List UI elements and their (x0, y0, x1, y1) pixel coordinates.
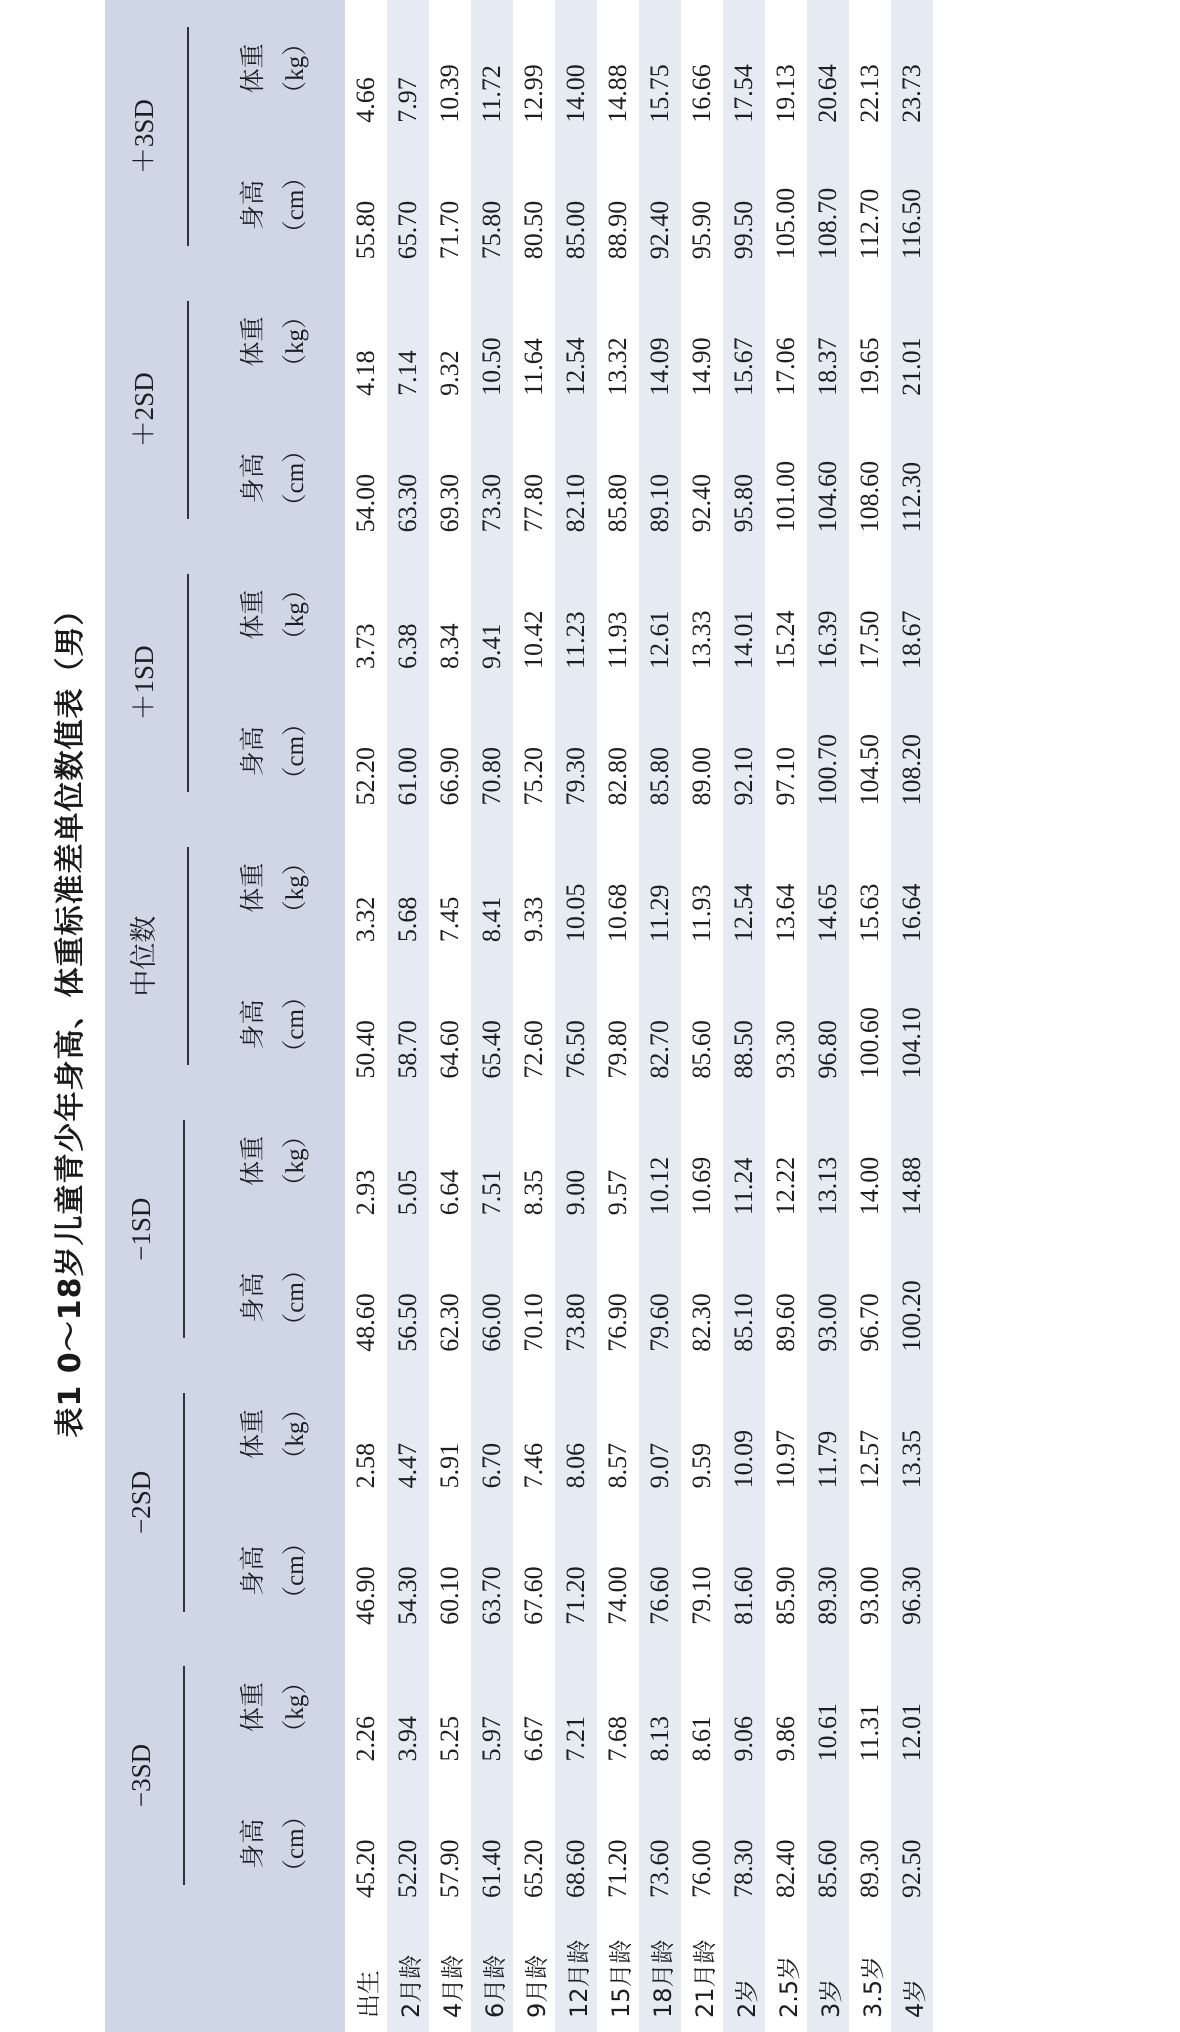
weight-value-cell: 7.14 (387, 273, 429, 410)
weight-value-cell: 14.00 (849, 1093, 891, 1230)
height-value-cell: 54.00 (345, 410, 387, 547)
height-value-cell: 82.40 (765, 1775, 807, 1912)
header-sub-weight-label: 体重 (240, 1409, 267, 1460)
table-row (681, 0, 723, 2032)
header-sub-height (205, 410, 345, 547)
weight-value-cell: 12.61 (639, 546, 681, 683)
weight-value-cell: 10.69 (681, 1093, 723, 1230)
weight-value-cell: 7.21 (555, 1639, 597, 1776)
height-value-cell: 116.50 (891, 137, 933, 274)
weight-value-cell: 3.32 (345, 820, 387, 957)
age-cell: 4岁 (891, 1912, 933, 2032)
weight-value-cell: 16.39 (807, 546, 849, 683)
weight-value-cell: 7.51 (471, 1093, 513, 1230)
height-value-cell: 85.60 (681, 956, 723, 1093)
header-sub-height-unit: （cm） (282, 1257, 309, 1338)
header-sub-height (205, 137, 345, 274)
weight-value-cell: 14.88 (891, 1093, 933, 1230)
height-value-cell: 85.00 (555, 137, 597, 274)
table-row (723, 0, 765, 2032)
weight-value-cell: 11.79 (807, 1366, 849, 1503)
weight-value-cell: 9.86 (765, 1639, 807, 1776)
header-sub-weight-label: 体重 (240, 862, 267, 913)
weight-value-cell: 8.57 (597, 1366, 639, 1503)
height-value-cell: 70.80 (471, 683, 513, 820)
age-cell: 3.5岁 (849, 1912, 891, 2032)
weight-value-cell: 7.97 (387, 0, 429, 137)
header-group-minus3sd: −3SD (105, 1639, 205, 1912)
age-cell: 2岁 (723, 1912, 765, 2032)
height-value-cell: 65.70 (387, 137, 429, 274)
height-value-cell: 95.80 (723, 410, 765, 547)
weight-value-cell: 8.06 (555, 1366, 597, 1503)
header-sub-height-unit: （cm） (282, 1803, 309, 1884)
height-value-cell: 61.00 (387, 683, 429, 820)
height-value-cell: 89.60 (765, 1229, 807, 1366)
weight-value-cell: 11.93 (681, 820, 723, 957)
height-value-cell: 78.30 (723, 1775, 765, 1912)
weight-value-cell: 12.01 (891, 1639, 933, 1776)
header-sub-height (205, 1229, 345, 1366)
weight-value-cell: 19.65 (849, 273, 891, 410)
table-row (345, 0, 387, 2032)
header-sub-weight-unit: （kg） (282, 577, 309, 653)
weight-value-cell: 13.64 (765, 820, 807, 957)
header-sub-weight (205, 546, 345, 683)
weight-value-cell: 11.64 (513, 273, 555, 410)
height-value-cell: 104.60 (807, 410, 849, 547)
age-cell: 2.5岁 (765, 1912, 807, 2032)
height-value-cell: 75.20 (513, 683, 555, 820)
weight-value-cell: 4.18 (345, 273, 387, 410)
height-value-cell: 57.90 (429, 1775, 471, 1912)
height-value-cell: 79.30 (555, 683, 597, 820)
height-value-cell: 71.20 (555, 1502, 597, 1639)
height-value-cell: 93.00 (849, 1502, 891, 1639)
weight-value-cell: 5.05 (387, 1093, 429, 1230)
height-value-cell: 67.60 (513, 1502, 555, 1639)
height-value-cell: 54.30 (387, 1502, 429, 1639)
header-sub-height (205, 683, 345, 820)
header-group-minus1sd: −1SD (105, 1093, 205, 1366)
table-row (429, 0, 471, 2032)
height-value-cell: 112.70 (849, 137, 891, 274)
weight-value-cell: 13.35 (891, 1366, 933, 1503)
table-row (387, 0, 429, 2032)
height-value-cell: 89.30 (849, 1775, 891, 1912)
height-value-cell: 100.70 (807, 683, 849, 820)
header-sub-weight-label: 体重 (240, 1135, 267, 1186)
height-value-cell: 73.80 (555, 1229, 597, 1366)
header-sub-height-label: 身高 (240, 453, 267, 504)
table-row (513, 0, 555, 2032)
height-value-cell: 92.40 (681, 410, 723, 547)
weight-value-cell: 12.54 (723, 820, 765, 957)
height-value-cell: 105.00 (765, 137, 807, 274)
weight-value-cell: 12.54 (555, 273, 597, 410)
weight-value-cell: 17.06 (765, 273, 807, 410)
height-value-cell: 73.30 (471, 410, 513, 547)
weight-value-cell: 5.68 (387, 820, 429, 957)
weight-value-cell: 15.24 (765, 546, 807, 683)
weight-value-cell: 11.23 (555, 546, 597, 683)
weight-value-cell: 22.13 (849, 0, 891, 137)
weight-value-cell: 20.64 (807, 0, 849, 137)
height-value-cell: 108.70 (807, 137, 849, 274)
height-value-cell: 74.00 (597, 1502, 639, 1639)
header-sub-height (205, 1502, 345, 1639)
height-value-cell: 92.40 (639, 137, 681, 274)
weight-value-cell: 6.38 (387, 546, 429, 683)
table-header (105, 0, 345, 2032)
weight-value-cell: 2.93 (345, 1093, 387, 1230)
weight-value-cell: 14.00 (555, 0, 597, 137)
header-sub-height-label: 身高 (240, 1545, 267, 1596)
header-sub-height-label: 身高 (240, 1818, 267, 1869)
header-group-plus3sd: ＋3SD (105, 0, 205, 273)
weight-value-cell: 10.12 (639, 1093, 681, 1230)
height-value-cell: 104.10 (891, 956, 933, 1093)
weight-value-cell: 12.22 (765, 1093, 807, 1230)
age-cell: 15月龄 (597, 1912, 639, 2032)
header-sub-height-label: 身高 (240, 1272, 267, 1323)
header-sub-height-label: 身高 (240, 999, 267, 1050)
header-sub-weight (205, 820, 345, 957)
height-value-cell: 66.90 (429, 683, 471, 820)
height-value-cell: 73.60 (639, 1775, 681, 1912)
weight-value-cell: 9.00 (555, 1093, 597, 1230)
height-value-cell: 79.10 (681, 1502, 723, 1639)
table-row (891, 0, 933, 2032)
height-value-cell: 52.20 (345, 683, 387, 820)
height-value-cell: 79.80 (597, 956, 639, 1093)
height-value-cell: 58.70 (387, 956, 429, 1093)
weight-value-cell: 14.09 (639, 273, 681, 410)
weight-value-cell: 5.97 (471, 1639, 513, 1776)
height-value-cell: 108.20 (891, 683, 933, 820)
weight-value-cell: 11.93 (597, 546, 639, 683)
weight-value-cell: 14.90 (681, 273, 723, 410)
weight-value-cell: 9.06 (723, 1639, 765, 1776)
weight-value-cell: 12.57 (849, 1366, 891, 1503)
weight-value-cell: 10.39 (429, 0, 471, 137)
height-value-cell: 71.20 (597, 1775, 639, 1912)
header-sub-weight (205, 0, 345, 137)
growth-standard-table (105, 0, 933, 2032)
weight-value-cell: 18.37 (807, 273, 849, 410)
weight-value-cell: 9.59 (681, 1366, 723, 1503)
header-corner-cell (105, 1912, 345, 2032)
height-value-cell: 68.60 (555, 1775, 597, 1912)
weight-value-cell: 9.41 (471, 546, 513, 683)
weight-value-cell: 17.50 (849, 546, 891, 683)
height-value-cell: 55.80 (345, 137, 387, 274)
weight-value-cell: 16.66 (681, 0, 723, 137)
height-value-cell: 85.80 (639, 683, 681, 820)
height-value-cell: 92.10 (723, 683, 765, 820)
height-value-cell: 96.30 (891, 1502, 933, 1639)
height-value-cell: 64.60 (429, 956, 471, 1093)
weight-value-cell: 13.13 (807, 1093, 849, 1230)
weight-value-cell: 19.13 (765, 0, 807, 137)
header-sub-weight (205, 1366, 345, 1503)
height-value-cell: 89.30 (807, 1502, 849, 1639)
header-sub-height-unit: （cm） (282, 984, 309, 1065)
table-row (807, 0, 849, 2032)
header-sub-weight-unit: （kg） (282, 30, 309, 106)
height-value-cell: 93.00 (807, 1229, 849, 1366)
weight-value-cell: 10.09 (723, 1366, 765, 1503)
height-value-cell: 104.50 (849, 683, 891, 820)
weight-value-cell: 8.61 (681, 1639, 723, 1776)
height-value-cell: 62.30 (429, 1229, 471, 1366)
height-value-cell: 48.60 (345, 1229, 387, 1366)
height-value-cell: 93.30 (765, 956, 807, 1093)
weight-value-cell: 15.63 (849, 820, 891, 957)
weight-value-cell: 13.33 (681, 546, 723, 683)
weight-value-cell: 9.57 (597, 1093, 639, 1230)
height-value-cell: 61.40 (471, 1775, 513, 1912)
age-cell: 12月龄 (555, 1912, 597, 2032)
weight-value-cell: 5.25 (429, 1639, 471, 1776)
table-title: 表1 0～18岁儿童青少年身高、体重标准差单位数值表（男） (53, 594, 88, 1438)
weight-value-cell: 10.68 (597, 820, 639, 957)
weight-value-cell: 13.32 (597, 273, 639, 410)
weight-value-cell: 8.13 (639, 1639, 681, 1776)
height-value-cell: 56.50 (387, 1229, 429, 1366)
height-value-cell: 60.10 (429, 1502, 471, 1639)
height-value-cell: 99.50 (723, 137, 765, 274)
height-value-cell: 45.20 (345, 1775, 387, 1912)
header-sub-height-unit: （cm） (282, 437, 309, 519)
table-row (555, 0, 597, 2032)
height-value-cell: 70.10 (513, 1229, 555, 1366)
weight-value-cell: 11.72 (471, 0, 513, 137)
height-value-cell: 82.70 (639, 956, 681, 1093)
weight-value-cell: 6.67 (513, 1639, 555, 1776)
header-sub-height-label: 身高 (240, 726, 267, 777)
height-value-cell: 100.60 (849, 956, 891, 1093)
age-cell: 4月龄 (429, 1912, 471, 2032)
height-value-cell: 89.10 (639, 410, 681, 547)
header-sub-weight-unit: （kg） (282, 304, 309, 380)
header-sub-weight (205, 273, 345, 410)
weight-value-cell: 17.54 (723, 0, 765, 137)
height-value-cell: 88.50 (723, 956, 765, 1093)
header-sub-weight-label: 体重 (240, 1682, 267, 1733)
header-sub-weight-label: 体重 (240, 589, 267, 640)
header-sub-height-label: 身高 (240, 179, 267, 230)
header-sub-height-unit: （cm） (282, 1530, 309, 1611)
weight-value-cell: 11.29 (639, 820, 681, 957)
weight-value-cell: 8.41 (471, 820, 513, 957)
age-cell: 3岁 (807, 1912, 849, 2032)
header-sub-weight-unit: （kg） (282, 1123, 309, 1199)
weight-value-cell: 18.67 (891, 546, 933, 683)
height-value-cell: 85.80 (597, 410, 639, 547)
table-row (471, 0, 513, 2032)
age-cell: 18月龄 (639, 1912, 681, 2032)
age-cell: 6月龄 (471, 1912, 513, 2032)
header-sub-weight-unit: （kg） (282, 1669, 309, 1745)
weight-value-cell: 15.75 (639, 0, 681, 137)
height-value-cell: 97.10 (765, 683, 807, 820)
weight-value-cell: 10.97 (765, 1366, 807, 1503)
header-sub-weight-unit: （kg） (282, 1396, 309, 1472)
height-value-cell: 46.90 (345, 1502, 387, 1639)
weight-value-cell: 4.66 (345, 0, 387, 137)
header-group-plus2sd: ＋2SD (105, 273, 205, 546)
height-value-cell: 112.30 (891, 410, 933, 547)
header-group-row (105, 0, 205, 2032)
weight-value-cell: 11.31 (849, 1639, 891, 1776)
height-value-cell: 81.60 (723, 1502, 765, 1639)
weight-value-cell: 6.64 (429, 1093, 471, 1230)
height-value-cell: 63.30 (387, 410, 429, 547)
table-row (849, 0, 891, 2032)
height-value-cell: 82.30 (681, 1229, 723, 1366)
height-value-cell: 65.20 (513, 1775, 555, 1912)
header-sub-weight-label: 体重 (240, 316, 267, 367)
weight-value-cell: 10.61 (807, 1639, 849, 1776)
weight-value-cell: 9.32 (429, 273, 471, 410)
weight-value-cell: 10.50 (471, 273, 513, 410)
weight-value-cell: 3.94 (387, 1639, 429, 1776)
height-value-cell: 100.20 (891, 1229, 933, 1366)
height-value-cell: 92.50 (891, 1775, 933, 1912)
table-row (639, 0, 681, 2032)
height-value-cell: 69.30 (429, 410, 471, 547)
weight-value-cell: 8.34 (429, 546, 471, 683)
weight-value-cell: 14.01 (723, 546, 765, 683)
weight-value-cell: 8.35 (513, 1093, 555, 1230)
height-value-cell: 75.80 (471, 137, 513, 274)
weight-value-cell: 7.45 (429, 820, 471, 957)
height-value-cell: 52.20 (387, 1775, 429, 1912)
weight-value-cell: 9.33 (513, 820, 555, 957)
header-sub-weight (205, 1093, 345, 1230)
height-value-cell: 82.10 (555, 410, 597, 547)
weight-value-cell: 7.68 (597, 1639, 639, 1776)
header-sub-height (205, 956, 345, 1093)
height-value-cell: 95.90 (681, 137, 723, 274)
height-value-cell: 65.40 (471, 956, 513, 1093)
header-sub-row (205, 0, 345, 2032)
height-value-cell: 77.80 (513, 410, 555, 547)
header-sub-height-unit: （cm） (282, 164, 309, 246)
height-value-cell: 72.60 (513, 956, 555, 1093)
height-value-cell: 79.60 (639, 1229, 681, 1366)
header-sub-height (205, 1775, 345, 1912)
height-value-cell: 66.00 (471, 1229, 513, 1366)
header-group-plus1sd: ＋1SD (105, 546, 205, 819)
height-value-cell: 96.80 (807, 956, 849, 1093)
age-cell: 出生 (345, 1912, 387, 2032)
height-value-cell: 80.50 (513, 137, 555, 274)
header-sub-height-unit: （cm） (282, 710, 309, 792)
height-value-cell: 85.90 (765, 1502, 807, 1639)
weight-value-cell: 15.67 (723, 273, 765, 410)
height-value-cell: 50.40 (345, 956, 387, 1093)
weight-value-cell: 11.24 (723, 1093, 765, 1230)
height-value-cell: 85.10 (723, 1229, 765, 1366)
height-value-cell: 96.70 (849, 1229, 891, 1366)
weight-value-cell: 14.88 (597, 0, 639, 137)
height-value-cell: 88.90 (597, 137, 639, 274)
age-cell: 2月龄 (387, 1912, 429, 2032)
weight-value-cell: 7.46 (513, 1366, 555, 1503)
weight-value-cell: 14.65 (807, 820, 849, 957)
weight-value-cell: 3.73 (345, 546, 387, 683)
weight-value-cell: 12.99 (513, 0, 555, 137)
weight-value-cell: 2.26 (345, 1639, 387, 1776)
height-value-cell: 76.90 (597, 1229, 639, 1366)
weight-value-cell: 5.91 (429, 1366, 471, 1503)
weight-value-cell: 23.73 (891, 0, 933, 137)
table-body (345, 0, 933, 2032)
weight-value-cell: 16.64 (891, 820, 933, 957)
header-group-median: 中位数 (105, 820, 205, 1093)
height-value-cell: 63.70 (471, 1502, 513, 1639)
header-group-minus2sd: −2SD (105, 1366, 205, 1639)
weight-value-cell: 9.07 (639, 1366, 681, 1503)
height-value-cell: 82.80 (597, 683, 639, 820)
height-value-cell: 85.60 (807, 1775, 849, 1912)
height-value-cell: 76.60 (639, 1502, 681, 1639)
height-value-cell: 76.50 (555, 956, 597, 1093)
height-value-cell: 89.00 (681, 683, 723, 820)
weight-value-cell: 4.47 (387, 1366, 429, 1503)
height-value-cell: 71.70 (429, 137, 471, 274)
weight-value-cell: 10.42 (513, 546, 555, 683)
weight-value-cell: 10.05 (555, 820, 597, 957)
table-row (765, 0, 807, 2032)
height-value-cell: 101.00 (765, 410, 807, 547)
height-value-cell: 76.00 (681, 1775, 723, 1912)
header-sub-weight (205, 1639, 345, 1776)
header-sub-weight-label: 体重 (240, 43, 267, 94)
header-sub-weight-unit: （kg） (282, 850, 309, 926)
age-cell: 9月龄 (513, 1912, 555, 2032)
weight-value-cell: 21.01 (891, 273, 933, 410)
table-row (597, 0, 639, 2032)
age-cell: 21月龄 (681, 1912, 723, 2032)
weight-value-cell: 2.58 (345, 1366, 387, 1503)
weight-value-cell: 6.70 (471, 1366, 513, 1503)
height-value-cell: 108.60 (849, 410, 891, 547)
